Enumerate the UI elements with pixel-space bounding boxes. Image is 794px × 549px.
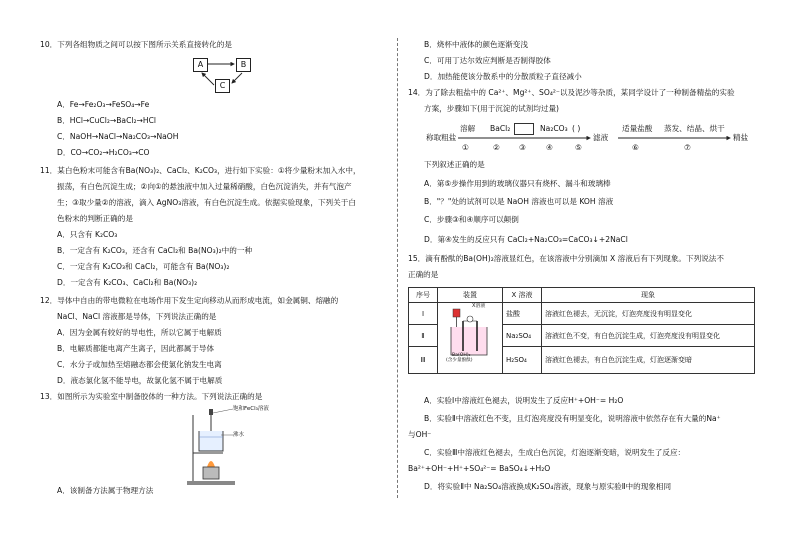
q12-option-b: B．电解质都能电离产生离子，因此都属于导体 [57, 344, 215, 353]
row-phenomenon: 溶液红色褪去，有白色沉淀生成，灯泡逐渐变暗 [542, 347, 755, 374]
q12-line-1: 12．导体中自由的带电微粒在电场作用下发生定向移动从而形成电流，如金属铜、熔融的 [40, 296, 339, 305]
flow-num-1: ① [462, 143, 469, 152]
q15-option-c-line-1: C．实验Ⅲ中溶液红色褪去，生成白色沉淀，灯泡逐渐变暗，说明发生了反应： [424, 448, 686, 457]
q14-option-d: D．第④发生的反应只有 CaCl₂+Na₂CO₃=CaCO₃↓+2NaCl [424, 235, 628, 244]
q15-line-1: 15．滴有酚酞的Ba(OH)₂溶液显红色，在该溶液中分别滴加 X 溶液后有下列现象。下列说法不 [408, 254, 724, 263]
header-x: X 溶液 [503, 288, 542, 303]
label-fecl3-solution: 饱和FeCl₃溶液 [233, 406, 269, 412]
diagram-arrows [190, 55, 260, 100]
q10-option-d: D．CO→CO₂→H₂CO₃→CO [57, 148, 150, 157]
q15-option-b-line-2: 与OH⁻ [408, 430, 432, 439]
q12-option-d: D．液态氯化氢不能导电，故氯化氢不属于电解质 [57, 376, 223, 385]
flow-step6-label: 适量盐酸 [622, 124, 653, 133]
colloid-apparatus-drawing [185, 405, 270, 487]
flow-arrows [458, 134, 738, 144]
q14-ask: 下列叙述正确的是 [424, 160, 485, 169]
row-no: Ⅱ [409, 325, 438, 347]
flow-step5-label: ( ) [572, 124, 581, 133]
row-no: Ⅲ [409, 347, 438, 374]
q14-line-2: 方案，步骤如下(用于沉淀的试剂均过量) [424, 104, 560, 113]
apparatus-label-phenolphthalein: (含少量酚酞) [446, 358, 473, 363]
q11-line-4: 色粉末的判断正确的是 [57, 214, 133, 223]
header-no: 序号 [409, 288, 438, 303]
q11-line-2: 振荡，有白色沉淀生成；②向①的悬浊液中加入过量稀硝酸，白色沉淀消失，并有气泡产 [57, 182, 352, 191]
flow-step1-label: 溶解 [460, 124, 476, 133]
flow-num-2: ② [493, 143, 500, 152]
q14-option-a: A．第⑤步操作用到的玻璃仪器只有烧杯、漏斗和玻璃棒 [424, 179, 611, 188]
flow-num-7: ⑦ [684, 143, 691, 152]
column-divider [397, 38, 398, 498]
q10-option-b: B．HCl→CuCl₂→BaCl₂→HCl [57, 116, 157, 125]
q13-option-c: C．可用丁达尔效应判断是否制得胶体 [424, 56, 551, 65]
q15-line-2: 正确的是 [408, 270, 439, 279]
label-boiling-water: 沸水 [233, 432, 245, 438]
header-phenomenon: 现象 [542, 288, 755, 303]
diagram-node-b: B [236, 58, 251, 72]
flow-num-3: ③ [519, 143, 526, 152]
flow-start: 称取粗盐 [426, 133, 457, 142]
q15-option-d: D．将实验Ⅱ中 Na₂SO₄溶液换成K₂SO₄溶液，现象与原实验Ⅱ中的现象相同 [424, 482, 672, 491]
flow-step4-label: Na₂CO₃ [540, 124, 568, 133]
flow-end: 精盐 [733, 133, 749, 142]
row-phenomenon: 溶液红色不变，有白色沉淀生成，灯泡亮度没有明显变化 [542, 325, 755, 347]
q11-option-a: A．只含有 K₂CO₃ [57, 230, 118, 239]
row-phenomenon: 溶液红色褪去，无沉淀，灯泡亮度没有明显变化 [542, 303, 755, 325]
flow-num-6: ⑥ [632, 143, 639, 152]
q10-stem: 10．下列各组物质之间可以按下图所示关系直接转化的是 [40, 40, 232, 49]
table-header-row [409, 288, 755, 303]
q11-option-b: B．一定含有 K₂CO₃，还含有 CaCl₂和 Ba(NO₃)₂中的一种 [57, 246, 253, 255]
q15-option-b-line-1: B．实验Ⅱ中溶液红色不变，且灯泡亮度没有明显变化，说明溶液中依然存在有大量的Na⁺ [424, 414, 721, 423]
q10-option-a: A．Fe→Fe₂O₃→FeSO₄→Fe [57, 100, 150, 109]
q12-line-2: NaCl、NaCl 溶液都是导体，下列说法正确的是 [57, 312, 217, 321]
row-x: 盐酸 [503, 303, 542, 325]
q10-option-c: C．NaOH→NaCl→Na₂CO₃→NaOH [57, 132, 179, 141]
apparatus-cell [438, 303, 503, 374]
q14-option-b: B．"？"处的试剂可以是 NaOH 溶液也可以是 KOH 溶液 [424, 197, 614, 206]
row-x: Na₂SO₄ [503, 325, 542, 347]
table-row [409, 303, 755, 325]
q15-option-c-line-2: Ba²⁺+OH⁻+H⁺+SO₄²⁻= BaSO₄↓+H₂O [408, 464, 551, 473]
q13-option-a: A．该制备方法属于物理方法 [57, 486, 154, 495]
row-no: Ⅰ [409, 303, 438, 325]
q11-option-c: C．一定含有 K₂CO₃和 CaCl₂，可能含有 Ba(NO₃)₂ [57, 262, 230, 271]
q11-line-3: 生；③取少量②的溶液，滴入 AgNO₃溶液，有白色沉淀生成。依据实验现象，下列关于白 [57, 198, 356, 207]
q12-option-a: A．因为金属有较好的导电性，所以它属于电解质 [57, 328, 222, 337]
diagram-node-c: C [215, 79, 230, 93]
q15-table [408, 287, 755, 374]
flow-step2-label: BaCl₂ [490, 124, 511, 133]
q11-line-1: 11．某白色粉末可能含有Ba(NO₃)₂、CaCl₂、K₂CO₃，进行如下实验：①将少量粉末加入水中， [40, 166, 361, 175]
q13-option-d: D．加热能使该分散系中的分散质粒子直径减小 [424, 72, 582, 81]
q14-line-1: 14．为了除去粗盐中的 Ca²⁺、Mg²⁺、SO₄²⁻以及泥沙等杂质，某同学设计了一种制备精盐的实验 [408, 88, 735, 97]
flow-filtrate: 滤液 [593, 133, 609, 142]
header-apparatus: 装置 [438, 288, 503, 303]
row-x: H₂SO₄ [503, 347, 542, 374]
q11-option-d: D．一定含有 K₂CO₃、CaCl₂和 Ba(NO₃)₂ [57, 278, 198, 287]
q13-option-b: B．烧杯中液体的颜色逐渐变浅 [424, 40, 528, 49]
diagram-node-a: A [193, 58, 208, 72]
apparatus-label-baoh2: Ba(OH)₂ [452, 353, 471, 358]
q15-option-a: A．实验Ⅰ中溶液红色褪去，说明发生了反应H⁺+OH⁻= H₂O [424, 396, 624, 405]
flow-num-5: ⑤ [575, 143, 582, 152]
q12-option-c: C．水分子或加热至熔融态都会使氯化钠发生电离 [57, 360, 222, 369]
flow-num-4: ④ [546, 143, 553, 152]
flow-step7-label: 蒸发、结晶、烘干 [664, 124, 725, 133]
q13-stem: 13．如图所示为实验室中制备胶体的一种方法。下列说法正确的是 [40, 392, 263, 401]
q14-option-c: C．步骤③和④顺序可以颠倒 [424, 215, 519, 224]
apparatus-label-x: X溶液 [472, 303, 486, 309]
